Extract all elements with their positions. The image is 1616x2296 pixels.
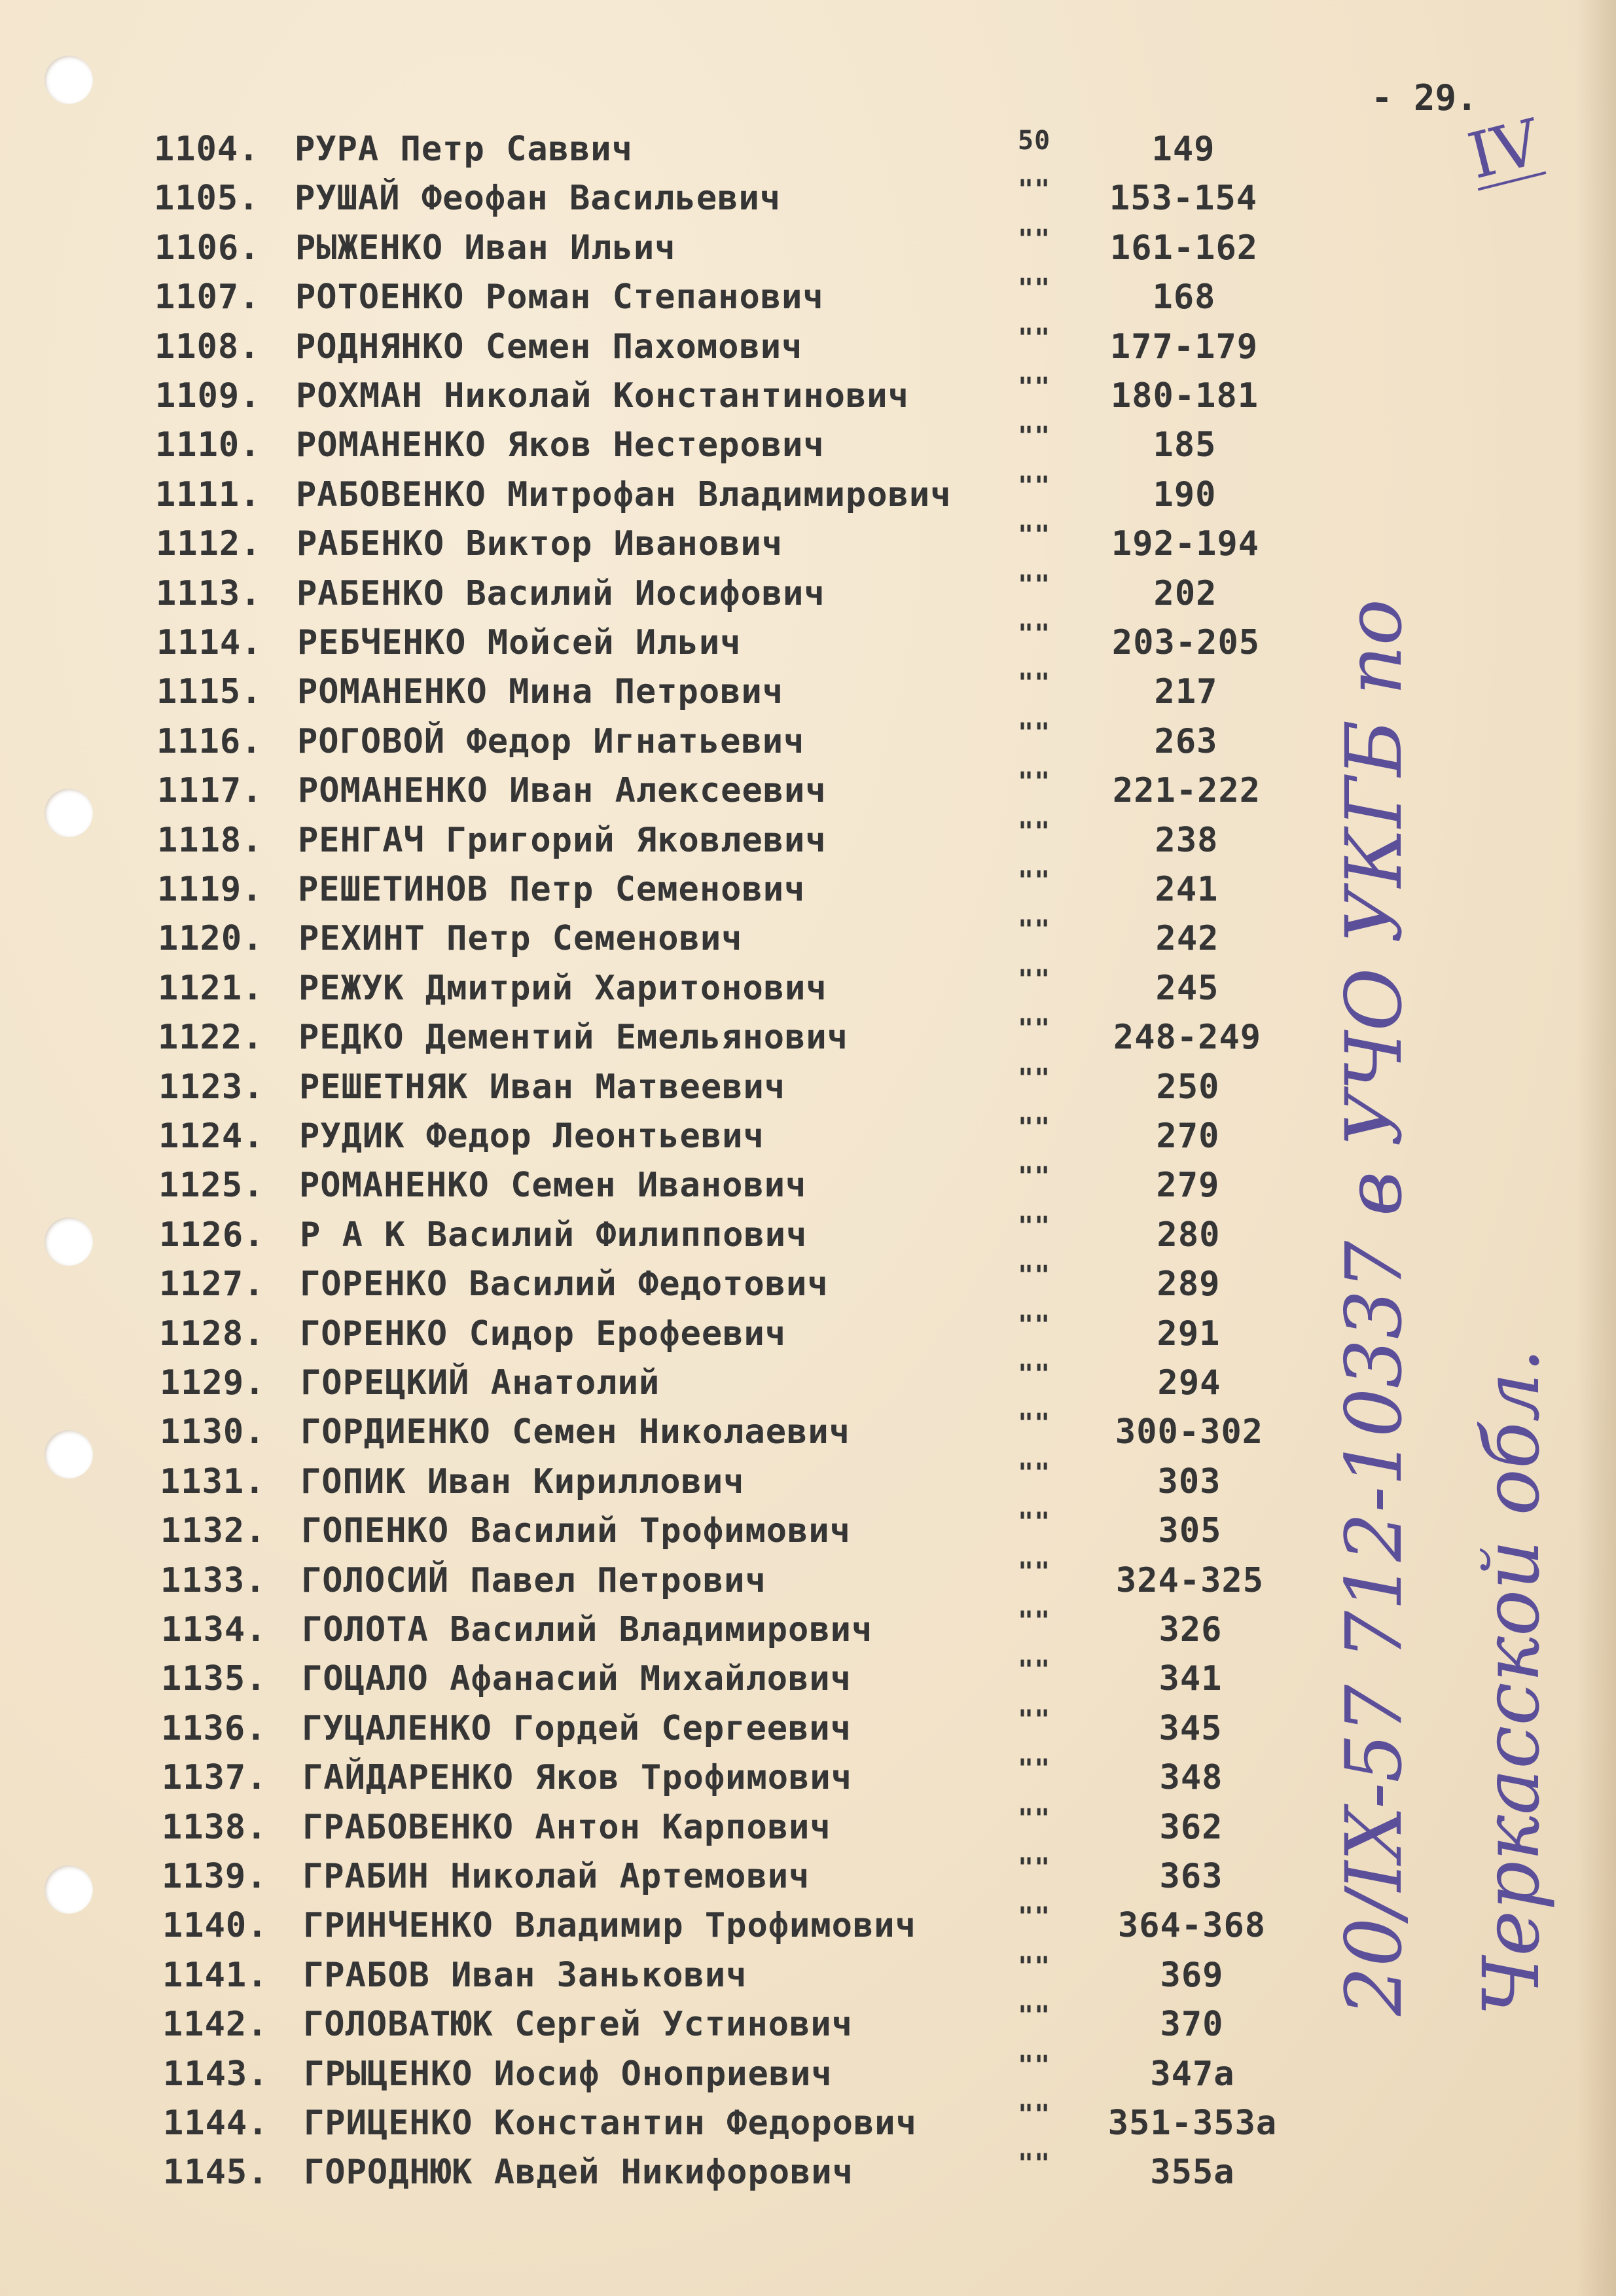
person-name: РЕБЧЕНКО Мойсей Ильич <box>297 623 742 662</box>
person-name: ГОПЕНКО Василий Трофимович <box>301 1511 851 1551</box>
entry-number: 1110. <box>155 425 261 465</box>
person-name: ГРИНЧЕНКО Владимир Трофимович <box>303 1906 916 1946</box>
page-range: 363 <box>1159 1857 1223 1896</box>
ditto-mark: "" <box>1018 866 1051 896</box>
ditto-mark: "" <box>1018 668 1051 699</box>
entry-number: 1133. <box>160 1560 266 1600</box>
page-range: 291 <box>1157 1314 1221 1354</box>
entry-number: 1107. <box>154 278 260 317</box>
entry-number: 1106. <box>154 228 260 268</box>
list-item <box>0 1063 1283 1113</box>
page-range: 185 <box>1153 425 1217 465</box>
list-item <box>0 1211 1283 1261</box>
ditto-mark: "" <box>1018 520 1051 551</box>
page-range: 180-181 <box>1110 376 1259 416</box>
page-range: 168 <box>1152 278 1216 317</box>
list-item <box>0 1113 1283 1162</box>
person-name: ГОРЕЦКИЙ Анатолий <box>300 1363 660 1403</box>
list-item <box>0 668 1283 718</box>
list-item <box>0 2050 1283 2100</box>
ditto-mark: "" <box>1018 2001 1051 2032</box>
list-item <box>0 767 1283 817</box>
entry-number: 1139. <box>162 1857 268 1896</box>
page-range: 202 <box>1153 573 1217 613</box>
page-range: 263 <box>1154 721 1218 761</box>
ditto-mark: "" <box>1018 422 1051 452</box>
page-range: 241 <box>1155 870 1219 909</box>
page-range: 369 <box>1160 1955 1224 1995</box>
list-item <box>0 1803 1283 1854</box>
ditto-mark: "" <box>1018 1606 1051 1636</box>
ditto-mark: "" <box>1018 964 1051 995</box>
page-range: 280 <box>1157 1215 1221 1255</box>
ditto-mark: "" <box>1018 2149 1051 2179</box>
list-item <box>0 1310 1283 1360</box>
person-name: ГОПИК Иван Кириллович <box>300 1462 745 1501</box>
page-range: 370 <box>1160 2005 1224 2045</box>
ditto-mark: "" <box>1018 274 1051 304</box>
entry-number: 1111. <box>155 475 261 514</box>
ditto-mark: "" <box>1018 1704 1051 1735</box>
page-number: - 29. <box>1371 77 1478 118</box>
ditto-mark: "" <box>1018 1458 1051 1488</box>
list-item <box>0 2001 1283 2051</box>
person-name: ГОЛОТА Василий Владимирович <box>302 1610 873 1649</box>
entry-number: 1116. <box>156 721 262 761</box>
list-item <box>0 1507 1283 1557</box>
ditto-mark: "" <box>1018 1902 1051 1933</box>
person-name: ГРИЦЕНКО Константин Федорович <box>304 2104 917 2143</box>
person-name: РОМАНЕНКО Мина Петрович <box>297 672 784 712</box>
list-item <box>0 1458 1283 1508</box>
entry-number: 1134. <box>161 1610 267 1649</box>
page-range: 355а <box>1150 2153 1235 2193</box>
ditto-mark: "" <box>1018 1853 1051 1883</box>
person-name: РЕШЕТИНОВ Петр Семенович <box>298 870 806 909</box>
list-item <box>0 2149 1283 2198</box>
page-range: 348 <box>1159 1758 1223 1798</box>
entry-number: 1132. <box>160 1511 266 1551</box>
ditto-mark: "" <box>1018 717 1051 748</box>
page-range: 347а <box>1150 2054 1235 2094</box>
handwritten-note-line-1: 20/IX-57 712-10337 в УЧО УКГБ по <box>1329 599 1419 2016</box>
list-item <box>0 1261 1283 1310</box>
page-range: 238 <box>1155 820 1219 860</box>
person-name: РУРА Петр Саввич <box>295 130 633 169</box>
entry-number: 1142. <box>162 2005 268 2045</box>
list-item <box>0 1556 1283 1607</box>
list-item <box>0 1951 1283 2001</box>
page-range: 248-249 <box>1113 1018 1262 1058</box>
ditto-mark: "" <box>1018 175 1051 206</box>
entry-number: 1115. <box>156 672 262 712</box>
entry-number: 1137. <box>162 1758 268 1798</box>
ditto-mark: "" <box>1018 569 1051 600</box>
list-item <box>0 175 1283 224</box>
page-range: 250 <box>1156 1067 1220 1107</box>
ditto-mark: "" <box>1018 2050 1051 2081</box>
list-item <box>0 1162 1283 1211</box>
list-item <box>0 2100 1283 2149</box>
list-item <box>0 471 1283 521</box>
ditto-mark: 50 <box>1018 126 1051 156</box>
entry-number: 1124. <box>158 1117 264 1156</box>
ditto-mark: "" <box>1018 1359 1051 1390</box>
ditto-mark: "" <box>1018 471 1051 501</box>
page-range: 203-205 <box>1111 623 1261 662</box>
entry-number: 1105. <box>154 179 260 219</box>
list-item <box>0 915 1283 965</box>
entry-number: 1140. <box>162 1906 268 1946</box>
ditto-mark: "" <box>1018 767 1051 798</box>
person-name: РЕШЕТНЯК Иван Матвеевич <box>299 1067 786 1107</box>
list-item <box>0 520 1283 570</box>
person-name: РОМАНЕНКО Иван Алексеевич <box>298 771 827 811</box>
person-name: ГРАБИН Николай Артемович <box>302 1857 810 1896</box>
person-name: РОТОЕНКО Роман Степанович <box>295 278 824 317</box>
ditto-mark: "" <box>1018 2100 1051 2130</box>
ditto-mark: "" <box>1018 1063 1051 1094</box>
ditto-mark: "" <box>1018 1655 1051 1686</box>
entry-number: 1108. <box>154 327 260 367</box>
list-item <box>0 1754 1283 1804</box>
person-name: РАБЕНКО Виктор Иванович <box>296 524 783 564</box>
punch-hole <box>45 56 93 104</box>
list-item <box>0 866 1283 916</box>
list-item <box>0 619 1283 669</box>
person-name: РОМАНЕНКО Яков Нестерович <box>296 425 825 465</box>
ditto-mark: "" <box>1018 1754 1051 1785</box>
page-range: 242 <box>1155 919 1219 959</box>
page-range: 217 <box>1154 672 1218 712</box>
person-name: ГОЦАЛО Афанасий Михайлович <box>302 1659 852 1699</box>
page-range: 303 <box>1157 1462 1221 1501</box>
entry-number: 1130. <box>160 1412 266 1452</box>
list-item <box>0 126 1283 175</box>
list-item <box>0 1359 1283 1409</box>
list-item <box>0 1606 1283 1656</box>
list-item <box>0 569 1283 620</box>
person-name: ГОРОДНЮК Авдей Никифорович <box>304 2153 853 2193</box>
page-range: 190 <box>1153 475 1217 514</box>
page-range: 326 <box>1158 1610 1223 1649</box>
person-name: ГРАБОВЕНКО Антон Карпович <box>302 1807 831 1847</box>
list-item <box>0 1902 1283 1952</box>
page-range: 362 <box>1159 1807 1223 1847</box>
ditto-mark: "" <box>1018 1310 1051 1340</box>
page-range: 364-368 <box>1117 1906 1266 1946</box>
ditto-mark: "" <box>1018 224 1051 255</box>
person-name: ГОЛОВАТЮК Сергей Устинович <box>303 2005 853 2045</box>
person-name: РАБОВЕНКО Митрофан Владимирович <box>296 475 952 514</box>
page-range: 153-154 <box>1109 179 1258 219</box>
entry-number: 1123. <box>158 1067 264 1107</box>
page-range: 294 <box>1157 1363 1221 1403</box>
ditto-mark: "" <box>1018 1014 1051 1045</box>
page-range: 192-194 <box>1111 524 1260 564</box>
ditto-mark: "" <box>1018 816 1051 847</box>
entry-number: 1104. <box>154 130 260 169</box>
page-range: 300-302 <box>1115 1412 1264 1452</box>
person-name: РЕЖУК Дмитрий Харитонович <box>298 968 827 1008</box>
ditto-mark: "" <box>1018 915 1051 946</box>
ditto-mark: "" <box>1018 1803 1051 1834</box>
ditto-mark: "" <box>1018 372 1051 403</box>
ditto-mark: "" <box>1018 1211 1051 1242</box>
list-item <box>0 1853 1283 1903</box>
list-item <box>0 1704 1283 1755</box>
list-item <box>0 422 1283 471</box>
entry-number: 1145. <box>163 2153 269 2193</box>
person-name: РЕХИНТ Петр Семенович <box>298 919 743 959</box>
person-name: ГУЦАЛЕНКО Гордей Сергеевич <box>302 1708 852 1748</box>
entry-number: 1125. <box>158 1166 264 1206</box>
person-name: ГОРЕНКО Василий Федотович <box>300 1265 829 1304</box>
page-range: 177-179 <box>1109 327 1259 367</box>
page-range: 221-222 <box>1112 771 1261 811</box>
paper-edge-shadow <box>1577 0 1616 2296</box>
entry-number: 1127. <box>159 1265 265 1304</box>
page-range: 341 <box>1158 1659 1223 1699</box>
page-range: 270 <box>1156 1117 1220 1156</box>
entry-number: 1129. <box>160 1363 266 1403</box>
entry-number: 1118. <box>157 820 263 860</box>
entry-number: 1109. <box>155 376 261 416</box>
person-name: РОМАНЕНКО Семен Иванович <box>299 1166 807 1206</box>
entry-number: 1144. <box>163 2104 269 2143</box>
ditto-mark: "" <box>1018 1261 1051 1291</box>
entry-number: 1120. <box>158 919 264 959</box>
ditto-mark: "" <box>1018 619 1051 649</box>
list-item <box>0 1014 1283 1064</box>
person-name: РУШАЙ Феофан Васильевич <box>295 179 781 219</box>
list-item <box>0 816 1283 867</box>
page-range: 149 <box>1151 130 1215 169</box>
person-name: ГОЛОСИЙ Павел Петрович <box>301 1560 766 1600</box>
entry-number: 1126. <box>159 1215 265 1255</box>
person-name: ГРЫЦЕНКО Иосиф Оноприевич <box>304 2054 833 2094</box>
page-range: 245 <box>1155 968 1219 1008</box>
person-name: РЕНГАЧ Григорий Яковлевич <box>298 820 827 860</box>
page-range: 345 <box>1158 1708 1223 1748</box>
list-item <box>0 224 1283 274</box>
entry-number: 1131. <box>160 1462 266 1501</box>
person-name: ГРАБОВ Иван Занькович <box>303 1955 747 1995</box>
person-name: Р А К Василий Филиппович <box>300 1215 808 1255</box>
person-name: ГАЙДАРЕНКО Яков Трофимович <box>302 1758 852 1798</box>
ditto-mark: "" <box>1018 1162 1051 1193</box>
entry-number: 1122. <box>158 1018 264 1058</box>
page-range: 351-353а <box>1107 2104 1278 2143</box>
person-name: РЫЖЕНКО Иван Ильич <box>295 228 676 268</box>
person-name: РАБЕНКО Василий Иосифович <box>296 573 825 613</box>
list-item <box>0 1408 1283 1458</box>
list-item <box>0 323 1283 373</box>
ditto-mark: "" <box>1018 1113 1051 1143</box>
person-name: РЕДКО Дементий Емельянович <box>298 1018 848 1058</box>
ditto-mark: "" <box>1018 1556 1051 1587</box>
person-name: РОГОВОЙ Федор Игнатьевич <box>297 721 805 761</box>
page-range: 324-325 <box>1115 1560 1265 1600</box>
person-name: ГОРЕНКО Сидор Ерофеевич <box>300 1314 787 1354</box>
entry-number: 1128. <box>159 1314 265 1354</box>
page-range: 279 <box>1156 1166 1220 1206</box>
entry-number: 1112. <box>156 524 262 564</box>
page-range: 305 <box>1158 1511 1222 1551</box>
corner-roman-mark: IV <box>1461 105 1547 194</box>
person-name: РОДНЯНКО Семен Пахомович <box>295 327 803 367</box>
list-item <box>0 717 1283 768</box>
entry-number: 1119. <box>157 870 263 909</box>
ditto-mark: "" <box>1018 1507 1051 1538</box>
entry-number: 1117. <box>157 771 263 811</box>
list-item <box>0 372 1283 422</box>
entry-number: 1143. <box>163 2054 269 2094</box>
ditto-mark: "" <box>1018 1951 1051 1982</box>
list-item <box>0 964 1283 1014</box>
entry-number: 1141. <box>162 1955 268 1995</box>
entry-number: 1136. <box>161 1708 267 1748</box>
person-name: ГОРДИЕНКО Семен Николаевич <box>300 1412 850 1452</box>
entry-number: 1135. <box>161 1659 267 1699</box>
entry-number: 1113. <box>156 573 262 613</box>
list-item <box>0 274 1283 323</box>
page-range: 161-162 <box>1109 228 1259 268</box>
ditto-mark: "" <box>1018 1408 1051 1439</box>
entry-number: 1114. <box>156 623 262 662</box>
entry-number: 1138. <box>162 1807 268 1847</box>
person-name: РУДИК Федор Леонтьевич <box>299 1117 764 1156</box>
entry-number: 1121. <box>158 968 264 1008</box>
page-range: 289 <box>1157 1265 1221 1304</box>
handwritten-note-line-2: Черкасской обл. <box>1466 1348 1556 2016</box>
list-item <box>0 1655 1283 1705</box>
person-name: РОХМАН Николай Константинович <box>296 376 909 416</box>
ditto-mark: "" <box>1018 323 1051 353</box>
